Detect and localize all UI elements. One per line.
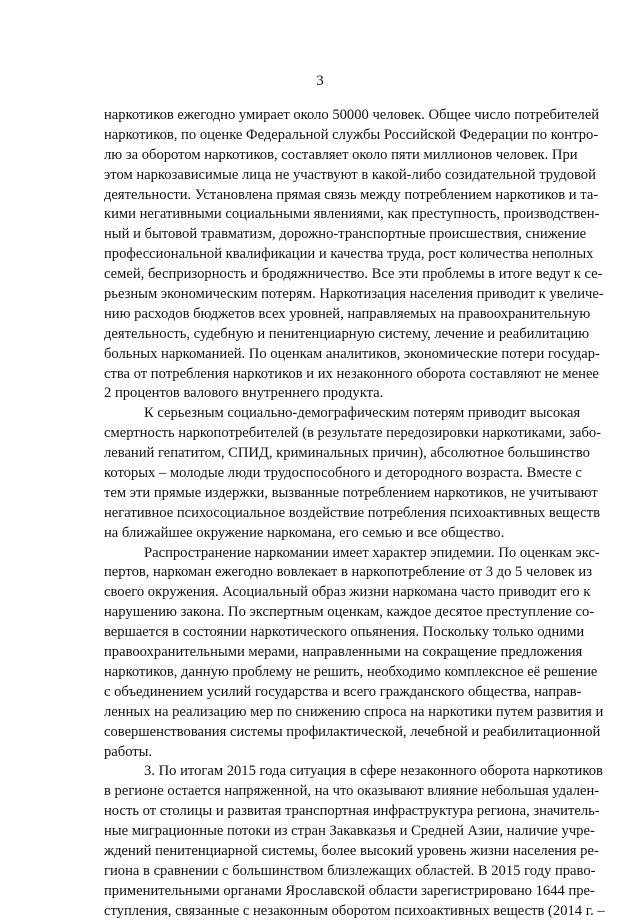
text-line: Распространение наркомании имеет характер эпидемии. По оценкам экс- bbox=[144, 544, 600, 561]
text-line: правоохранительными мерами, направленными на сокращение предложения bbox=[104, 644, 583, 661]
text-line: наркотиков, данную проблему не решить, необходимо комплексное её решение bbox=[104, 663, 598, 680]
paragraph bbox=[104, 544, 604, 763]
text-line: пертов, наркоман ежегодно вовлекает в наркопотребление от 3 до 5 человек из bbox=[104, 564, 592, 581]
text-line: с объединением усилий государства и всего гражданского общества, направ- bbox=[104, 683, 582, 700]
text-line: профессиональной квалификации и качества труда, рост количества неполных bbox=[104, 246, 594, 263]
text-line: наркотиков, по оценке Федеральной службы Российской Федерации по контро- bbox=[104, 126, 599, 143]
text-line: ленных на реализацию мер по снижению спроса на наркотики путем развития и bbox=[104, 703, 604, 720]
text-line: ства от потребления наркотиков и их незаконного оборота составляют не менее bbox=[104, 365, 599, 382]
text-line: этом наркозависимые лица не участвуют в какой-либо созидательной трудовой bbox=[104, 166, 596, 183]
text-line: применительными органами Ярославской области зарегистрировано 1644 пре- bbox=[104, 882, 595, 899]
text-line: нию расходов бюджетов всех уровней, направляемых на правоохранительную bbox=[104, 305, 591, 322]
text-line: наркотиков ежегодно умирает около 50000 человек. Общее число потребителей bbox=[104, 107, 600, 123]
text-line: ждений пенитенциарной системы, более высокий уровень жизни населения ре- bbox=[104, 842, 599, 859]
text-line: больных наркоманией. По оценкам аналитиков, экономические потери государ- bbox=[104, 345, 600, 362]
text-line: деятельности. Установлена прямая связь между потреблением наркотиков и та- bbox=[104, 186, 599, 203]
paragraph bbox=[104, 762, 605, 921]
text-line: совершенствования системы профилактической, лечебной и реабилитационной bbox=[104, 723, 601, 740]
text-line: гиона в сравнении с большинством близлежащих областей. В 2015 году право- bbox=[104, 862, 596, 879]
text-line: ность от столицы и развитая транспортная инфраструктура региона, значитель- bbox=[104, 803, 600, 820]
text-line: лю за оборотом наркотиков, составляет около пяти миллионов человек. При bbox=[104, 146, 578, 163]
text-line: негативное психосоциальное воздействие потребления психоактивных веществ bbox=[104, 504, 600, 521]
text-line: леваний гепатитом, СПИД, криминальных причин), абсолютное большинство bbox=[104, 445, 590, 462]
paragraph bbox=[104, 106, 604, 404]
page-number: 3 bbox=[316, 73, 324, 89]
text-line: вершается в состоянии наркотического опьянения. Поскольку только одними bbox=[104, 624, 585, 641]
text-line: рьезным экономическим потерям. Наркотизация населения приводит к увеличе- bbox=[104, 286, 604, 303]
text-line: работы. bbox=[104, 743, 153, 760]
text-line: К серьезным социально-демографическим потерям приводит высокая bbox=[144, 405, 581, 422]
text-line: которых – молодые люди трудоспособного и детородного возраста. Вместе с bbox=[104, 465, 582, 482]
text-line: смертность наркопотребителей (в результате передозировки наркотиками, забо- bbox=[104, 425, 602, 442]
text-line: своего окружения. Асоциальный образ жизни наркомана часто приводит его к bbox=[104, 584, 591, 601]
text-line: ступления, связанные с незаконным оборотом психоактивных веществ (2014 г. – bbox=[104, 902, 605, 919]
text-line: тем эти прямые издержки, вызванные потреблением наркотиков, не учитывают bbox=[104, 484, 598, 501]
text-line: в регионе остается напряженной, на что оказывают влияние небольшая удален- bbox=[104, 783, 600, 800]
text-line: 3. По итогам 2015 года ситуация в сфере незаконного оборота наркотиков bbox=[144, 763, 603, 780]
text-line: ные миграционные потоки из стран Закавказья и Средней Азии, наличие учре- bbox=[104, 823, 595, 840]
text-line: ный и бытовой травматизм, дорожно-транспортные происшествия, снижение bbox=[104, 226, 587, 243]
text-line: нарушению закона. По экспертным оценкам, каждое десятое преступление со- bbox=[104, 604, 595, 621]
paragraph bbox=[104, 404, 602, 543]
body-text bbox=[104, 106, 605, 922]
text-line: кими негативными социальными явлениями, как преступность, производствен- bbox=[104, 206, 600, 223]
text-line: на ближайшее окружение наркомана, его семью и все общество. bbox=[104, 524, 505, 541]
text-line: семей, беспризорность и бродяжничество. Все эти проблемы в итоге ведут к се- bbox=[104, 266, 603, 283]
text-line: 2 процентов валового внутреннего продукта. bbox=[104, 385, 384, 402]
text-line: деятельность, судебную и пенитенциарную систему, лечение и реабилитацию bbox=[104, 325, 590, 342]
